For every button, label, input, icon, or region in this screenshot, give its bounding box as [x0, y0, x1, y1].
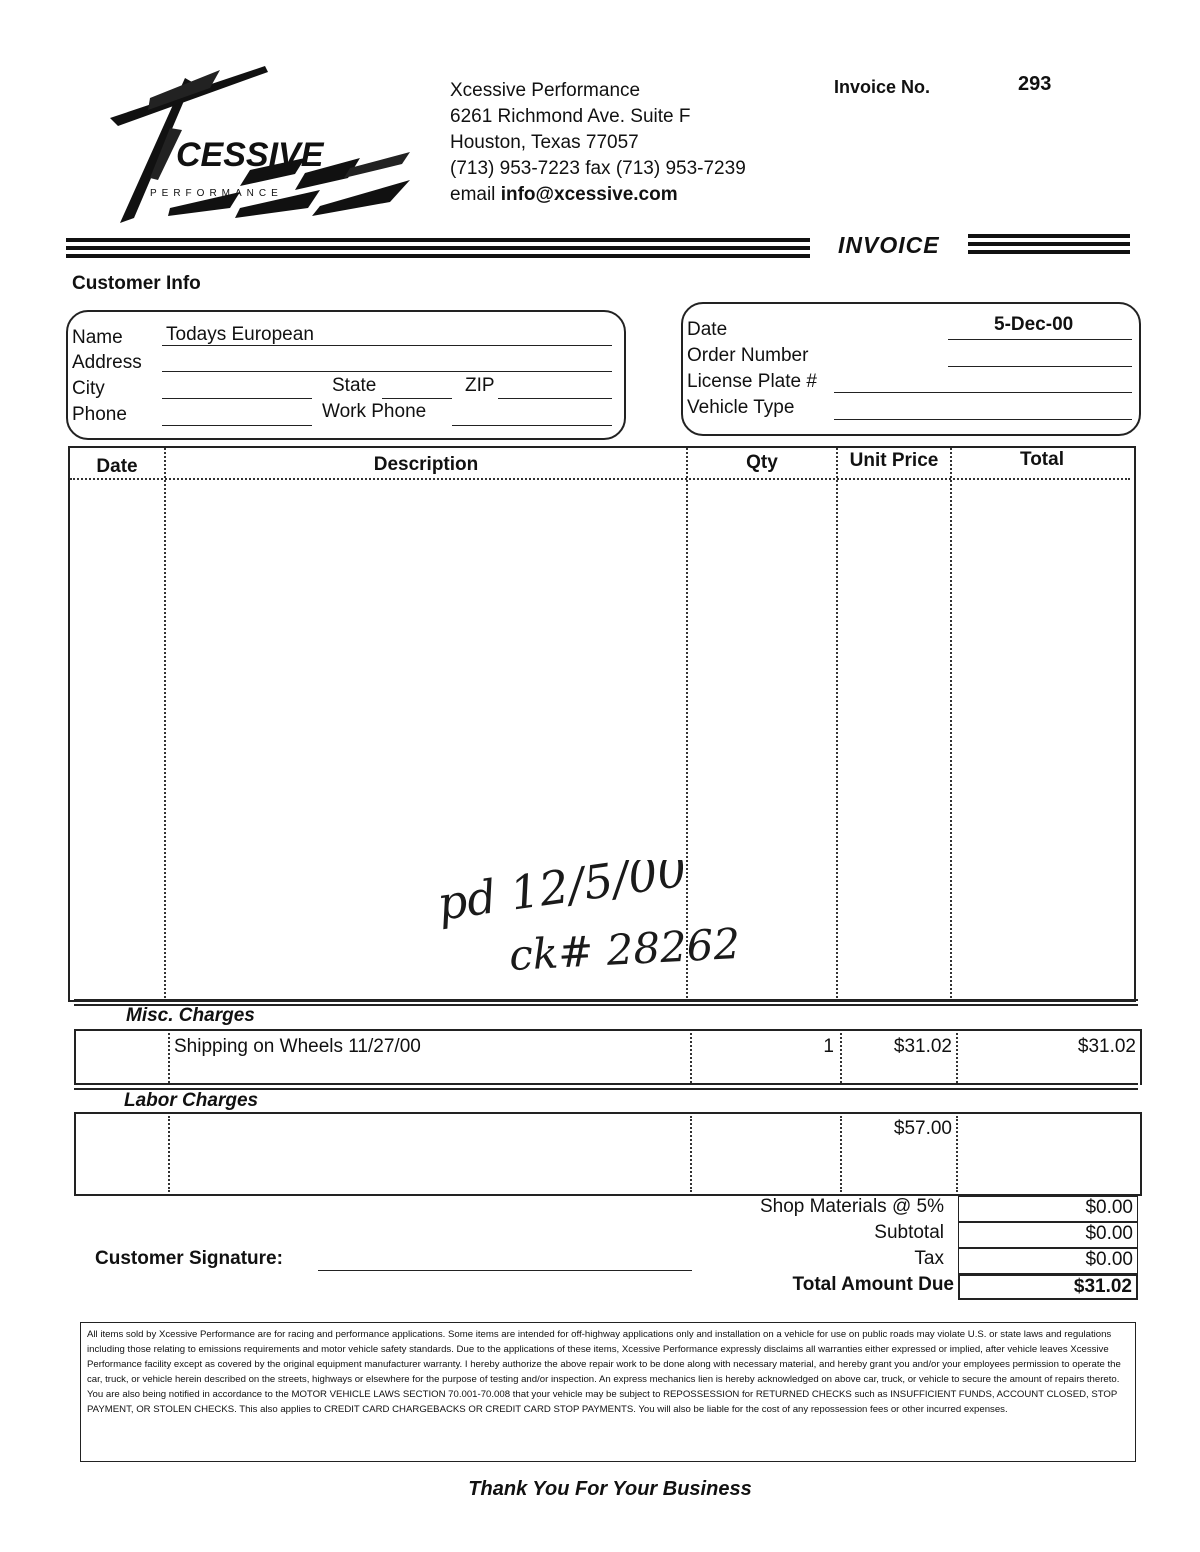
- col-header-total: Total: [1020, 449, 1064, 470]
- shop-materials-value: $0.00: [958, 1196, 1138, 1222]
- col-header-date: Date: [96, 456, 138, 477]
- labor-charges-label: Labor Charges: [124, 1090, 259, 1111]
- header-divider: [70, 478, 1130, 480]
- total-due-value: $31.02: [958, 1274, 1138, 1300]
- subtotal-label: Subtotal: [874, 1222, 944, 1243]
- handwritten-line-2: ck# 28262: [507, 918, 742, 980]
- thank-you-footer: Thank You For Your Business: [468, 1478, 752, 1500]
- order-number-line[interactable]: [948, 366, 1132, 367]
- col-divider-qty: [836, 448, 838, 998]
- license-plate-label: License Plate #: [687, 371, 817, 392]
- invoice-number: 293: [1018, 73, 1052, 95]
- phone-label: Phone: [72, 404, 127, 425]
- xcessive-logo-graphic: [90, 58, 430, 228]
- order-date-label: Date: [687, 319, 728, 340]
- state-label: State: [332, 375, 377, 396]
- header-rule-mid: [66, 246, 810, 250]
- labor-charges-box: [74, 1112, 1142, 1196]
- misc-charges-label: Misc. Charges: [126, 1005, 255, 1026]
- tax-value: $0.00: [958, 1248, 1138, 1274]
- customer-signature-line[interactable]: [318, 1270, 692, 1271]
- order-number-label: Order Number: [687, 345, 809, 366]
- work-phone-field-line[interactable]: [452, 425, 612, 426]
- total-due-label: Total Amount Due: [792, 1274, 954, 1295]
- company-logo: [90, 58, 430, 228]
- invoice-number-label: Invoice No.: [834, 77, 931, 97]
- city-field-line[interactable]: [162, 398, 312, 399]
- labor-divider-1: [168, 1116, 170, 1192]
- labor-unit-price: $57.00: [893, 1118, 952, 1139]
- misc-row-unit-price: $31.02: [893, 1036, 952, 1057]
- vehicle-type-label: Vehicle Type: [687, 397, 795, 418]
- zip-field-line[interactable]: [498, 398, 612, 399]
- shop-materials-label: Shop Materials @ 5%: [759, 1196, 944, 1217]
- misc-row-description: Shipping on Wheels 11/27/00: [174, 1036, 421, 1057]
- misc-row-total: $31.02: [1077, 1036, 1136, 1057]
- name-value[interactable]: Todays European: [166, 324, 314, 345]
- company-phone: (713) 953-7223 fax (713) 953-7239: [450, 158, 746, 179]
- customer-info-title: Customer Info: [72, 273, 201, 294]
- address-label: Address: [72, 352, 142, 373]
- address-field-line[interactable]: [162, 371, 612, 372]
- company-email-row: [450, 182, 678, 208]
- header-rule-right-top: [968, 234, 1130, 238]
- legal-disclaimer: All items sold by Xcessive Performance are for racing and performance applications. Some items are intended for off-highway applications only and installation on a vehicle for use on public roads may violate U.S. or state laws and regulations including those relating to emissions requirements and motor vehicle safety standards. Due to the applications of these items, Xcessive Performance expressly disclaims all warranties either expressed or implied, after vehicle leaves Xcessive Performance facility except as covered by the original equipment manufacturer warranty. I hereby authorize the above repair work to be done along with necessary material, and hereby grant you and/or your employees permission to operate the car, truck, or vehicle herein described on the streets, highways or elsewhere for the purpose of testing and/or inspection. An express mechanics lien is hereby acknowledged on above car, truck, or vehicle to secure the amount of repairs thereto. You are also being notified in accordance to the MOTOR VEHICLE LAWS SECTION 70.001-70.008 that your vehicle may be subject to REPOSSESSION for RETURNED CHECKS such as INSUFFICIENT FUNDS, ACCOUNT CLOSED, STOP PAYMENT, OR STOLEN CHECKS. This also applies to CREDIT CARD CHARGEBACKS OR CREDIT CARD STOP PAYMENTS. You will also be liable for the cost of any repossession fees or other incurred expenses.: [80, 1322, 1136, 1462]
- subtotal-value: $0.00: [958, 1222, 1138, 1248]
- email-label: email: [450, 184, 496, 205]
- company-email: info@xcessive.com: [500, 184, 678, 205]
- name-label: Name: [72, 327, 123, 348]
- header-rule-top: [66, 238, 810, 242]
- city-label: City: [72, 378, 105, 399]
- col-header-qty: Qty: [746, 452, 778, 473]
- zip-label: ZIP: [465, 375, 495, 396]
- labor-section-rule: [74, 1083, 1138, 1090]
- work-phone-label: Work Phone: [322, 401, 427, 422]
- company-address-line1: 6261 Richmond Ave. Suite F: [450, 106, 691, 127]
- header-rule-bottom: [66, 254, 810, 258]
- labor-divider-2: [690, 1116, 692, 1192]
- labor-divider-4: [956, 1116, 958, 1192]
- misc-divider-1: [168, 1033, 170, 1083]
- handwritten-line-1: pd 12/5/00: [434, 860, 690, 931]
- svg-text:CESSIVE: CESSIVE: [176, 136, 324, 174]
- tax-label: Tax: [914, 1248, 944, 1269]
- header-rule-right-bottom: [968, 250, 1130, 254]
- handwritten-payment-note: [420, 860, 820, 980]
- name-field-line: [162, 345, 612, 346]
- vehicle-type-line[interactable]: [834, 419, 1132, 420]
- col-header-unit-price: Unit Price: [849, 450, 939, 471]
- misc-row-qty: 1: [823, 1036, 834, 1057]
- company-name: Xcessive Performance: [450, 80, 641, 101]
- col-divider-unit-price: [950, 448, 952, 998]
- state-field-line[interactable]: [382, 398, 452, 399]
- phone-field-line[interactable]: [162, 425, 312, 426]
- header-rule-right-mid: [968, 242, 1130, 246]
- license-plate-line[interactable]: [834, 392, 1132, 393]
- customer-signature-label: Customer Signature:: [95, 1248, 283, 1269]
- company-address-line2: Houston, Texas 77057: [450, 132, 639, 153]
- invoice-heading: INVOICE: [838, 232, 940, 258]
- col-divider-date: [164, 448, 166, 998]
- order-date-line: [948, 339, 1132, 340]
- order-date-value[interactable]: 5-Dec-00: [994, 314, 1074, 335]
- svg-text:PERFORMANCE: PERFORMANCE: [150, 188, 283, 199]
- col-header-description: Description: [373, 454, 479, 475]
